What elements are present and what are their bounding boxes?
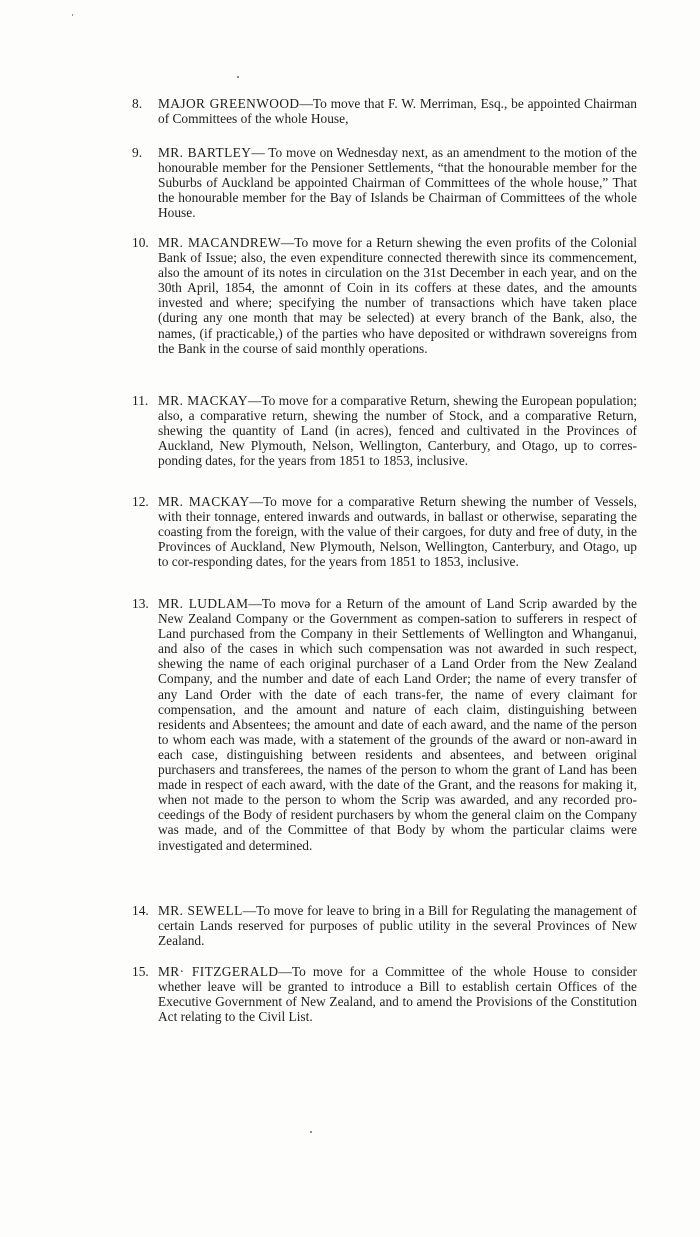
motion-text: —To move for leave to bring in a Bill for Regulating the management of certain Lands reserved for purposes of public utility in the several Provinces of New Zealand. — [158, 903, 638, 949]
motion-text: —To move that F. W. Merriman, Esq., be appointed Chairman of Committees of the whole House, — [158, 96, 637, 127]
motion-number: 13. — [132, 596, 149, 611]
motion-item — [132, 964, 637, 1024]
motion-text: —To move for a Committee of the whole House to consider whether leave will be granted to introduce a Bill to establish certain Offices of the Executive Government of New Zealand, and to amend the Provisions of the Constitution Act relating to the Civil List. — [158, 964, 637, 1025]
motion-number: 11. — [132, 393, 149, 408]
motion-member: MR. MACANDREW — [158, 235, 281, 250]
motion-body — [132, 903, 637, 948]
motion-member: MR. SEWELL — [158, 903, 243, 918]
motion-body — [132, 145, 637, 220]
motion-item — [132, 903, 637, 948]
motion-text: —To movə for a Return of the amount of Land Scrip awarded by the New Zealand Company or the Government as compen-sation to sufferers in respect of Land purchased from the Company in their Settlements of Wellington and Whanganui, and also of the cases in which such compensation was not awarded in such respect, shewing the name of each original purchaser of a Land Order from the New Zealand Company, and the number and date of each Land Order; the name of every transfer of any Land Order with the date of each trans-fer, the name of every claimant for compensation, and the amount and nature of each claim, distinguishing between residents and Absentees; the amount and date of each award, and the name of the person to whom each was made, with a statement of the grounds of the award or non-award in each case, distinguishing between residents and absentees, and between original purchasers and transferees, the names of the person to whom the grant of Land has been made in respect of each award, with the date of the Grant, and the reasons for making it, when not made to the person to whom the Scrip was awarded, and any recorded pro-ceedings of the Body of resident purchasers by whom the general claim on the Company was made, and of the Committee of that Body by whom the particular claims were investigated and determined. — [158, 596, 637, 853]
motion-item — [132, 494, 637, 569]
motion-member: MR· FITZGERALD — [158, 964, 279, 979]
motion-number: 14. — [132, 903, 149, 918]
motion-body — [132, 494, 637, 569]
motion-body — [132, 596, 637, 853]
page-speck — [310, 1131, 312, 1133]
motion-member: MR. MACKAY — [158, 393, 248, 408]
motion-text: —To move for a Return shewing the even profits of the Colonial Bank of Issue; also, the even expenditure connected therewith since its commencement, also the amount of its notes in circulation on the 31st December in each year, and on the 30th April, 1854, the amonnt of Coin in its coffers at these dates, and the amounts invested and where; specifying the number of transactions which have taken place (during any one month that may be selected) at every branch of the Bank, also, the names, (if practicable,) of the parties who have deposited or withdrawn sovereigns from the Bank in the course of said monthly operations. — [158, 235, 637, 356]
motion-body — [132, 96, 637, 126]
motion-number: 15. — [132, 964, 149, 979]
motion-member: MR. MACKAY — [158, 494, 250, 509]
page-speck — [72, 14, 73, 16]
motion-member: MR. BARTLEY — [158, 145, 252, 160]
motion-item — [132, 96, 637, 126]
motion-number: 9. — [132, 145, 143, 160]
motion-text: — To move on Wednesday next, as an amendment to the motion of the honourable member for the Pensioner Settlements, “that the honourable member for the Suburbs of Auckland be appointed Chairman of Committees of the whole house,” That the honourable member for the Bay of Islands be Chairman of Committees of the whole House. — [158, 145, 637, 221]
motion-item — [132, 596, 637, 853]
page-speck — [237, 76, 239, 78]
motion-number: 8. — [132, 96, 143, 111]
motion-item — [132, 235, 637, 356]
motion-body — [132, 964, 637, 1024]
motion-body — [132, 235, 637, 356]
motion-number: 12. — [132, 494, 149, 509]
motion-number: 10. — [132, 235, 149, 250]
motion-body — [132, 393, 637, 468]
motion-member: MR. LUDLAM — [158, 596, 249, 611]
motion-text: —To move for a comparative Return, shewing the European population; also, a comparative return, shewing the number of Stock, and a comparative Return, shewing the quantity of Land (in acres), fenced and cultivated in the Provinces of Auckland, New Plymouth, Nelson, Wellington, Canterbury, and Otago, up to corres-ponding dates, for the years from 1851 to 1853, inclusive. — [158, 393, 637, 469]
motion-item — [132, 393, 637, 468]
motion-item — [132, 145, 637, 220]
motion-member: MAJOR GREENWOOD — [158, 96, 300, 111]
motion-text: —To move for a comparative Return shewing the number of Vessels, with their tonnage, entered inwards and outwards, in ballast or otherwise, separating the coasting from the foreign, with the value of their cargoes, for duty and free of duty, in the Provinces of Auckland, New Plymouth, Nelson, Wellington, Canterbury, and Otago, up to cor-responding dates, for the years from 1851 to 1853, inclusive. — [158, 494, 637, 570]
